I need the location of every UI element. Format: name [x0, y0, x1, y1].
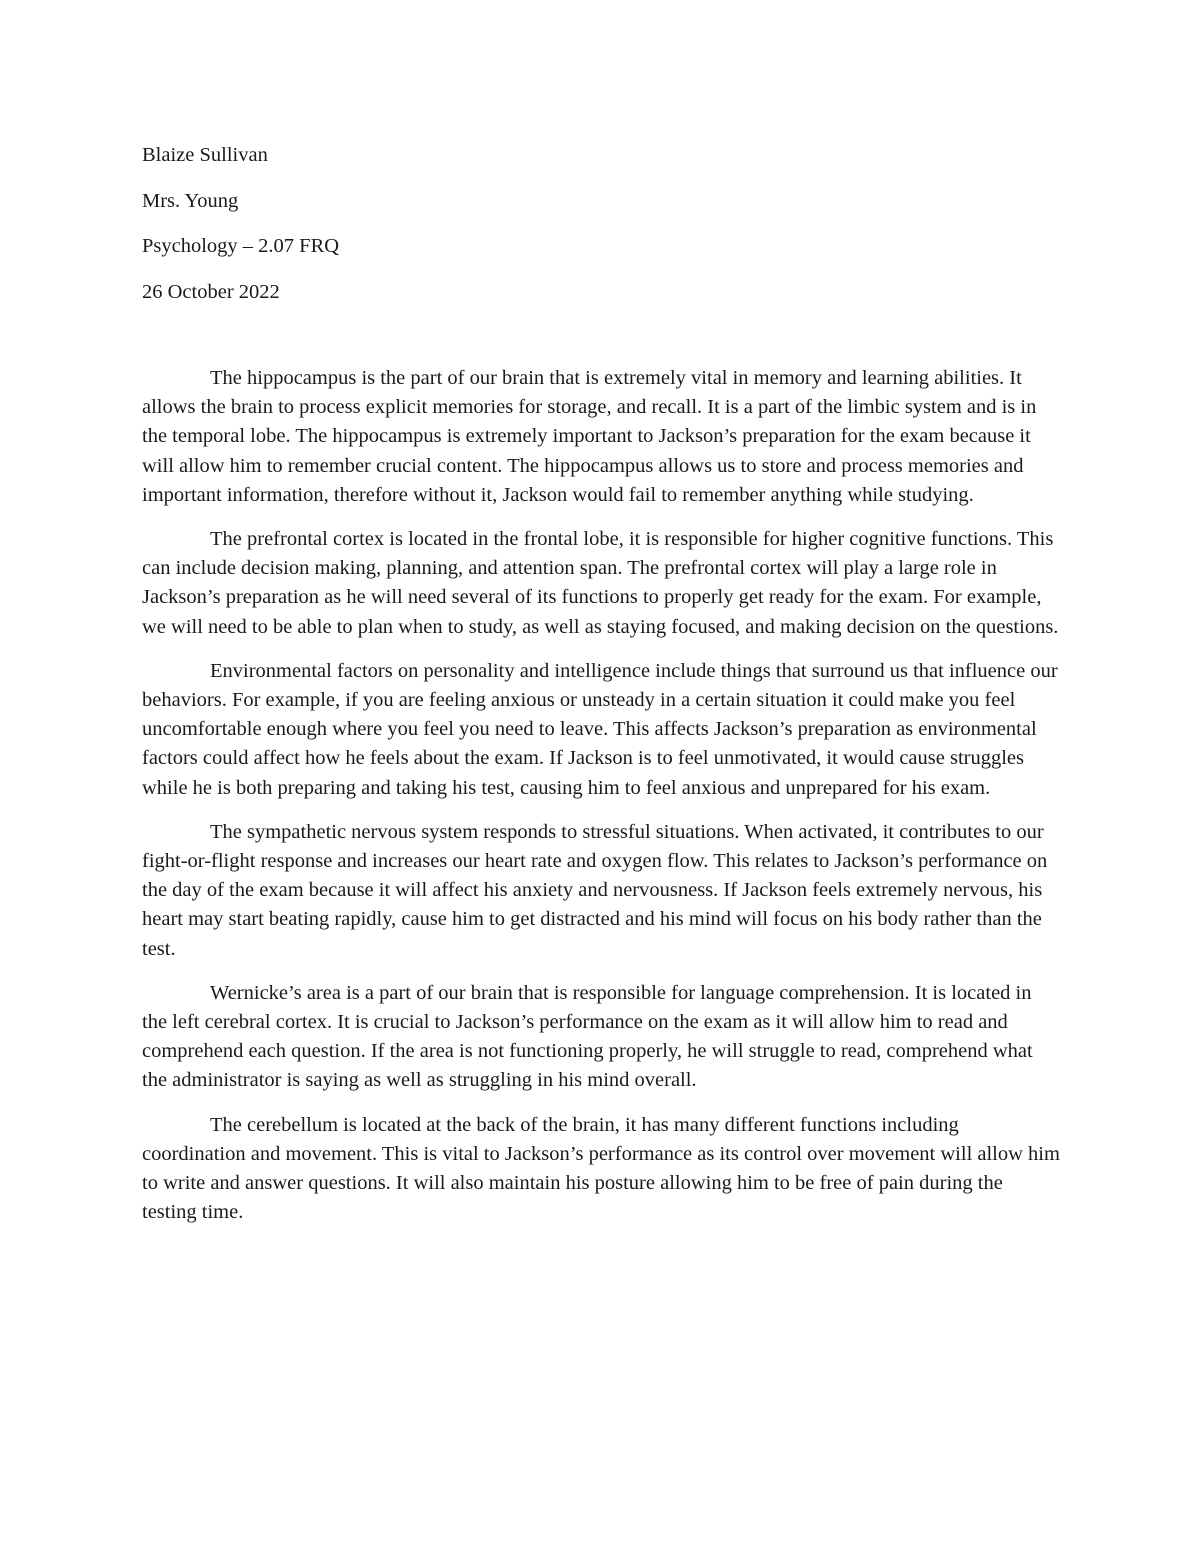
paragraph-hippocampus: The hippocampus is the part of our brain that is extremely vital in memory and learning abilities. It allows the brain to process explicit memories for storage, and recall. It is a part of the limbic system and is in the temporal lobe. The hippocampus is extremely important to Jackson’s preparation for the exam because it will allow him to remember crucial content. The hippocampus allows us to store and process memories and important information, therefore without it, Jackson would fail to remember anything while studying. [142, 367, 1037, 506]
essay-heading [142, 140, 1042, 322]
paragraph-sympathetic-nervous-system: The sympathetic nervous system responds to stressful situations. When activated, it contributes to our fight-or-flight response and increases our heart rate and oxygen flow. This relates to Jackson’s performance on the day of the exam because it will affect his anxiety and nervousness. If Jackson feels extremely nervous, his heart may start beating rapidly, cause him to get distracted and his mind will focus on his body rather than the test. [142, 820, 1048, 960]
course-title: Psychology – 2.07 FRQ [142, 235, 340, 257]
teacher-name: Mrs. Young [142, 189, 239, 212]
paragraph-wernickes-area: Wernicke’s area is a part of our brain that is responsible for language comprehension. It is located in the left cerebral cortex. It is crucial to Jackson’s performance on the exam as it will allow him to read and comprehend each question. If the area is not functioning properly, he will struggle to read, comprehend what the administrator is saying as well as struggling in his mind overall. [142, 981, 1033, 1092]
essay-date: 26 October 2022 [142, 280, 280, 303]
paragraph-prefrontal-cortex: The prefrontal cortex is located in the frontal lobe, it is responsible for higher cognitive functions. This can include decision making, planning, and attention span. The prefrontal cortex will play a large role in Jackson’s preparation as he will need several of its functions to properly get ready for the exam. For example, we will need to be able to plan when to study, as well as staying focused, and making decision on the questions. [142, 528, 1059, 638]
paragraph-environmental-factors: Environmental factors on personality and intelligence include things that surround us that influence our behaviors. For example, if you are feeling anxious or unsteady in a certain situation it could make you feel uncomfortable enough where you feel you need to leave. This affects Jackson’s preparation as environmental factors could affect how he feels about the exam. If Jackson is to feel unmotivated, it would cause struggles while he is both preparing and taking his test, causing him to feel anxious and unprepared for his exam. [142, 659, 1058, 799]
student-name: Blaize Sullivan [142, 144, 268, 166]
essay-body [142, 364, 1060, 1242]
paragraph-cerebellum: The cerebellum is located at the back of the brain, it has many different functions including coordination and movement. This is vital to Jackson’s performance as its control over movement will allow him to write and answer questions. It will also maintain his posture allowing him to be free of pain during the testing time. [142, 1113, 1060, 1224]
